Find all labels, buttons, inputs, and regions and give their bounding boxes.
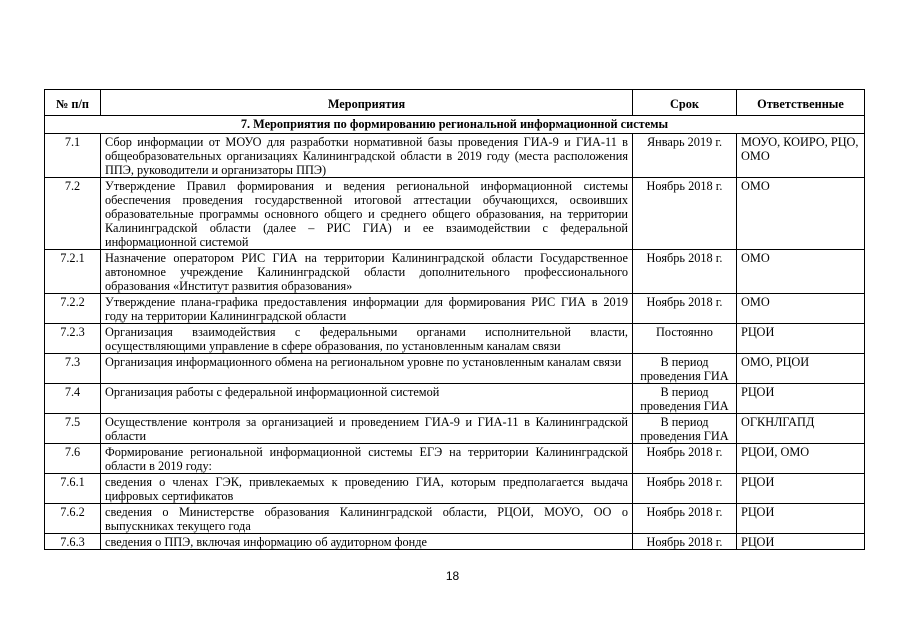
row-activity: Организация информационного обмена на региональном уровне по установленным каналам связи (101, 354, 633, 384)
table-row (45, 354, 865, 384)
row-term: Ноябрь 2018 г. (633, 474, 737, 504)
row-responsible: МОУО, КОИРО, РЦО, ОМО (737, 134, 865, 178)
table-row (45, 134, 865, 178)
table-row (45, 250, 865, 294)
section-title: 7. Мероприятия по формированию региональной информационной системы (45, 116, 865, 134)
row-number: 7.2.1 (45, 250, 101, 294)
row-responsible: РЦОИ (737, 324, 865, 354)
row-number: 7.2.3 (45, 324, 101, 354)
row-number: 7.2.2 (45, 294, 101, 324)
row-responsible: РЦОИ (737, 474, 865, 504)
table-row (45, 294, 865, 324)
row-responsible: ОГКНЛГАПД (737, 414, 865, 444)
row-responsible: ОМО (737, 250, 865, 294)
row-number: 7.6.3 (45, 534, 101, 550)
header-responsible: Ответственные (737, 90, 865, 116)
row-activity: сведения о членах ГЭК, привлекаемых к проведению ГИА, которым предполагается выдача цифровых сертификатов (101, 474, 633, 504)
row-term: Ноябрь 2018 г. (633, 250, 737, 294)
row-term: Ноябрь 2018 г. (633, 178, 737, 250)
table-header-row (45, 90, 865, 116)
table-row (45, 444, 865, 474)
row-responsible: РЦОИ (737, 504, 865, 534)
table-row (45, 414, 865, 444)
row-term: Ноябрь 2018 г. (633, 504, 737, 534)
row-activity: Сбор информации от МОУО для разработки нормативной базы проведения ГИА-9 и ГИА-11 в общеобразовательных организациях Калининградской области в 2019 году (места расположения ППЭ, руководители и организаторы ППЭ) (101, 134, 633, 178)
row-activity: сведения о Министерстве образования Калининградской области, РЦОИ, МОУО, ОО о выпускниках текущего года (101, 504, 633, 534)
row-term: Ноябрь 2018 г. (633, 444, 737, 474)
row-number: 7.5 (45, 414, 101, 444)
row-activity: Утверждение плана-графика предоставления информации для формирования РИС ГИА в 2019 году на территории Калининградской области (101, 294, 633, 324)
row-responsible: РЦОИ, ОМО (737, 444, 865, 474)
row-activity: Организация работы с федеральной информационной системой (101, 384, 633, 414)
header-term: Срок (633, 90, 737, 116)
row-responsible: ОМО, РЦОИ (737, 354, 865, 384)
table-row (45, 474, 865, 504)
row-term: Январь 2019 г. (633, 134, 737, 178)
row-activity: Назначение оператором РИС ГИА на территории Калининградской области Государственное автономное учреждение Калининградской области дополнительного профессионального образования «Институт развития образования» (101, 250, 633, 294)
row-term: Ноябрь 2018 г. (633, 294, 737, 324)
row-activity: сведения о ППЭ, включая информацию об аудиторном фонде (101, 534, 633, 550)
row-activity: Формирование региональной информационной системы ЕГЭ на территории Калининградской области в 2019 году: (101, 444, 633, 474)
row-activity: Утверждение Правил формирования и ведения региональной информационной системы обеспечения проведения государственной итоговой аттестации обучающихся, освоивших образовательные программы основного общего и среднего общего образования, на территории Калининградской области (далее – РИС ГИА) и ее взаимодействии с федеральной информационной системой (101, 178, 633, 250)
section-row (45, 116, 865, 134)
row-term: В период проведения ГИА (633, 414, 737, 444)
row-term: Постоянно (633, 324, 737, 354)
row-number: 7.1 (45, 134, 101, 178)
row-activity: Организация взаимодействия с федеральными органами исполнительной власти, осуществляющими управление в сфере образования, по установленным каналам связи (101, 324, 633, 354)
row-number: 7.3 (45, 354, 101, 384)
row-number: 7.6 (45, 444, 101, 474)
page-number: 18 (445, 569, 460, 583)
row-number: 7.6.1 (45, 474, 101, 504)
table-row (45, 178, 865, 250)
header-num: № п/п (45, 90, 101, 116)
row-activity: Осуществление контроля за организацией и проведением ГИА-9 и ГИА-11 в Калининградской области (101, 414, 633, 444)
table-row (45, 324, 865, 354)
table-row (45, 384, 865, 414)
header-activity: Мероприятия (101, 90, 633, 116)
table-row (45, 504, 865, 534)
row-responsible: РЦОИ (737, 384, 865, 414)
row-number: 7.6.2 (45, 504, 101, 534)
row-responsible: РЦОИ (737, 534, 865, 550)
table-row (45, 534, 865, 550)
row-number: 7.4 (45, 384, 101, 414)
row-responsible: ОМО (737, 294, 865, 324)
row-term: Ноябрь 2018 г. (633, 534, 737, 550)
row-number: 7.2 (45, 178, 101, 250)
activities-table (44, 89, 865, 550)
row-term: В период проведения ГИА (633, 354, 737, 384)
row-term: В период проведения ГИА (633, 384, 737, 414)
row-responsible: ОМО (737, 178, 865, 250)
